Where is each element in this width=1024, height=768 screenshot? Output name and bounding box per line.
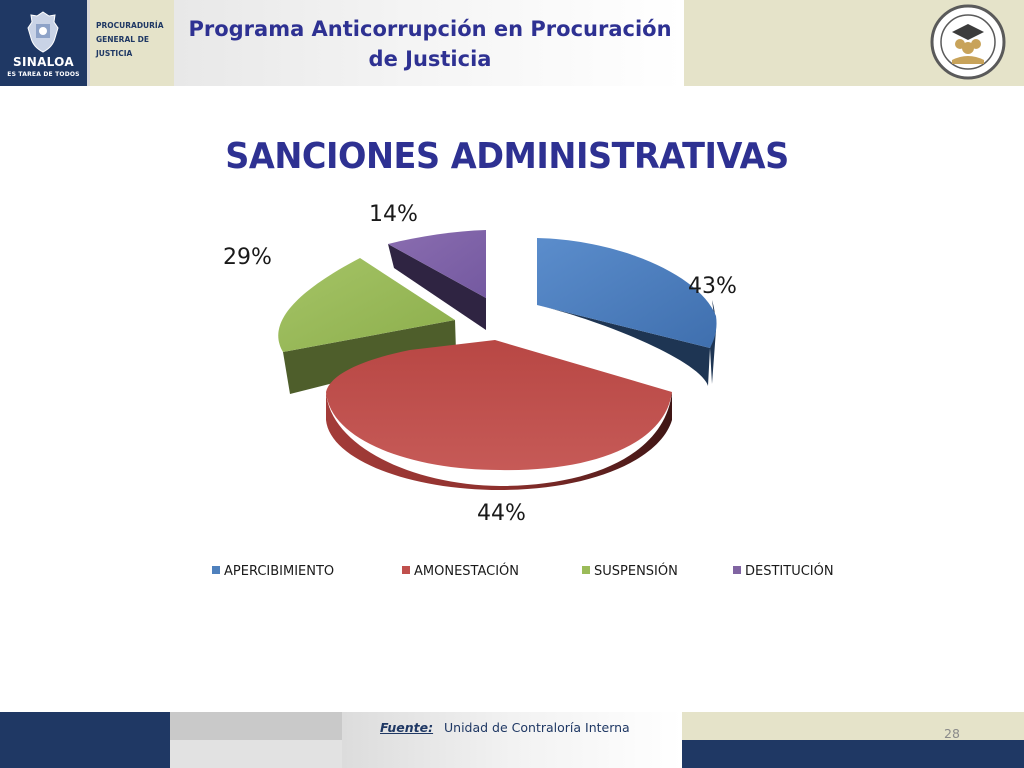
- footer-band: [682, 712, 1024, 740]
- pie-slice: [326, 340, 672, 470]
- agency-line: JUSTICIA: [96, 49, 133, 58]
- legend-swatch: [582, 566, 590, 574]
- legend-entry: [733, 564, 834, 579]
- program-title-line: de Justicia: [368, 47, 492, 71]
- legend-label: APERCIBIMIENTO: [224, 564, 335, 579]
- state-slogan: ES TAREA DE TODOS: [7, 71, 80, 78]
- data-label: 44%: [477, 501, 526, 526]
- legend-label: SUSPENSIÓN: [594, 564, 678, 579]
- legend-entry: [402, 564, 519, 579]
- data-label: 29%: [223, 245, 272, 270]
- legend-entry: [582, 564, 678, 579]
- legend-entry: [212, 564, 334, 579]
- agency-line: PROCURADURÍA: [96, 21, 164, 30]
- footer-band: [682, 740, 1024, 768]
- legend-swatch: [212, 566, 220, 574]
- source-label: Fuente:: [380, 720, 434, 735]
- legend-label: AMONESTACIÓN: [414, 564, 519, 579]
- program-title-line: Programa Anticorrupción en Procuración: [188, 17, 672, 41]
- footer-band: [170, 740, 342, 768]
- footer-band: [0, 712, 170, 768]
- state-name: SINALOA: [13, 55, 74, 69]
- source-text: Unidad de Contraloría Interna: [444, 720, 630, 735]
- page-number: 28: [944, 726, 960, 741]
- chart-title: SANCIONES ADMINISTRATIVAS: [225, 136, 789, 177]
- legend-swatch: [402, 566, 410, 574]
- agency-line: GENERAL DE: [96, 35, 149, 44]
- data-label: 14%: [369, 202, 418, 227]
- legend-label: DESTITUCIÓN: [745, 564, 834, 579]
- legend-swatch: [733, 566, 741, 574]
- data-label: 43%: [688, 274, 737, 299]
